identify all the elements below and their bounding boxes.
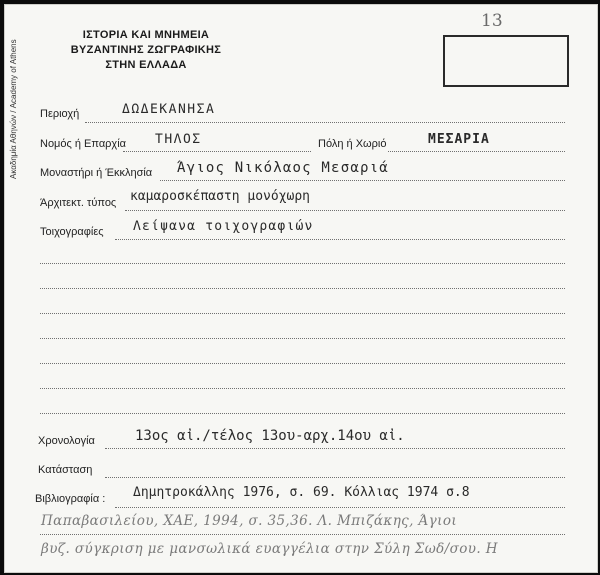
blank-line [40,313,565,314]
stamp-box [443,35,569,87]
handwritten-note-1: Παπαβασιλείου, ΧΑΕ, 1994, σ. 35,36. Λ. Μπιζάκης, Άγιοι [41,513,458,529]
town-label: Πόλη ή Χωριό [318,138,387,150]
blank-line [40,534,565,535]
blank-line [40,413,565,414]
church-label: Μοναστήρι ή Έκκλησία [40,167,153,179]
blank-line [40,263,565,264]
bibliography-label: Βιβλιογραφία : [35,493,106,505]
chronology-label: Χρονολογία [38,435,95,447]
blank-line [40,363,565,364]
town-line [388,151,565,152]
bibliography-value: Δημητροκάλλης 1976, σ. 69. Κόλλιας 1974 σ.8 [133,485,470,500]
chronology-value: 13ος αἰ./τέλος 13ου-αρχ.14ου αἰ. [135,428,405,444]
region-line [85,122,565,123]
prefecture-line [123,151,311,152]
church-line [160,180,565,181]
record-card [4,4,598,573]
arch-type-line [125,210,565,211]
chronology-line [105,448,565,449]
town-value: ΜΕΣΑΡΙΑ [428,132,490,147]
archive-side-caption: Ακαδημία Αθηνών / Academy of Athens [9,39,18,179]
bibliography-line [115,507,565,508]
arch-type-label: Άρχιτεκτ. τύπος [40,197,117,209]
blank-line [40,338,565,339]
arch-type-value: καμαροσκέπαστη μονόχωρη [130,189,311,204]
header-line-3: ΣΤΗΝ ΕΛΛΑΔΑ [105,59,187,71]
card-number: 13 [481,11,503,31]
prefecture-label: Νομός ή Επαρχία [40,138,127,150]
blank-line [40,288,565,289]
murals-line [115,239,565,240]
region-value: ΔΩΔΕΚΑΝΗΣΑ [122,102,216,117]
region-label: Περιοχή [40,108,80,120]
prefecture-value: ΤΗΛΟΣ [155,132,202,147]
header-line-2: ΒΥΖΑΝΤΙΝΗΣ ΖΩΓΡΑΦΙΚΗΣ [70,44,222,56]
blank-line [40,388,565,389]
condition-line [105,477,565,478]
church-value: Άγιος Νικόλαος Μεσαριά [177,160,389,176]
header-line-1: ΙΣΤΟΡΙΑ ΚΑΙ ΜΝΗΜΕΙΑ [82,29,210,41]
handwritten-note-2: βυζ. σύγκριση με μανσωλικά ευαγγέλια στην Σύλη Σωδ/σου. Η [41,541,498,557]
murals-value: Λείψανα τοιχογραφιών [133,219,314,234]
murals-label: Τοιχογραφίες [40,226,104,238]
card-header [53,28,239,73]
condition-label: Κατάσταση [38,464,93,476]
